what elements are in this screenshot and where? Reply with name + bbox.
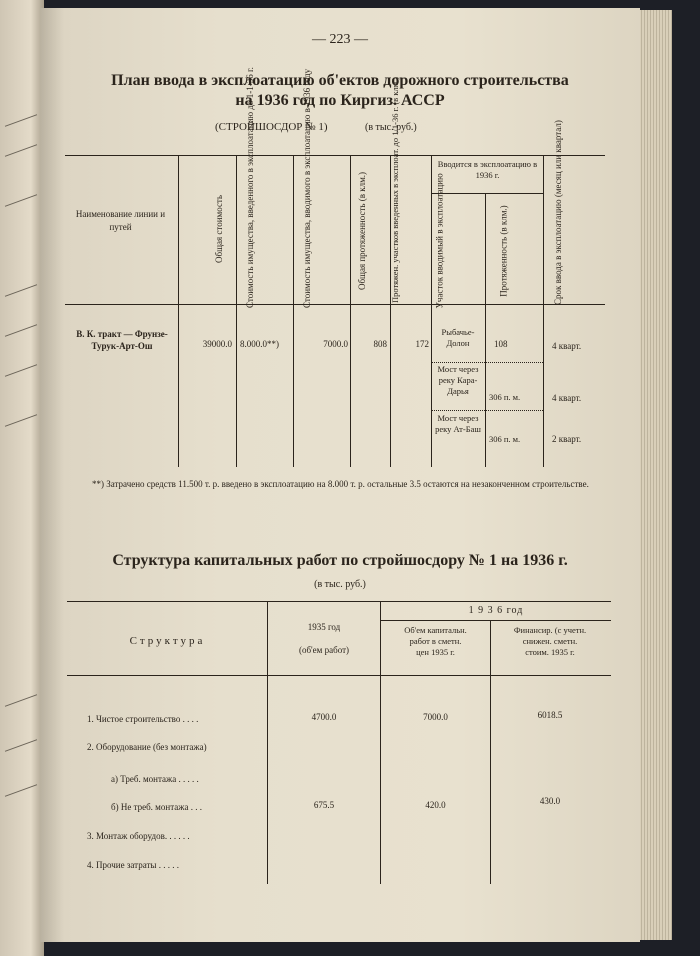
t2-row-label-6: 4. Прочие затраты . . . . .: [87, 860, 179, 870]
t1-length-2: 306 п. м.: [489, 392, 521, 402]
t2-row-label-4: б) Не треб. монтажа . . .: [111, 802, 202, 812]
t2-header-structure: Структура: [129, 635, 206, 647]
t1-header-name: Наименование линии и путей: [75, 209, 166, 232]
t2-row-fin-1: 6018.5: [537, 710, 563, 720]
page-stack-edge: [636, 10, 672, 940]
t1-header-cost-1936: Стоимость имущества, вводимого в эксплоатацию в 1936 году: [302, 68, 312, 308]
left-page-edge: [0, 0, 44, 956]
t1-section-3: Мост через реку Ат-Баш: [435, 413, 481, 434]
t1-header-cost-before: Стоимость имущества, введенного в эксплоатацию до 1-1-36 г.: [245, 67, 255, 308]
t1-row-name: В. К. тракт — Фрунзе-Турук-Арт-Ош: [76, 329, 168, 351]
page-number: — 223 —: [312, 32, 368, 47]
t2-header-1935-l2: (об'ем работ): [298, 645, 350, 655]
table1-title-line1: План ввода в эксплоатацию об'ектов дорожного строительства: [111, 72, 569, 89]
t2-row-label-3: а) Треб. монтажа . . . . .: [111, 774, 199, 784]
t2-row-vol-4: 420.0: [425, 800, 446, 810]
t1-header-total-length: Общая протяженность (в клм.): [357, 171, 367, 291]
t2-row-1935-4: 675.5: [313, 800, 335, 810]
t1-term-2: 4 кварт.: [552, 393, 582, 403]
t1-length-1: 108: [494, 339, 508, 349]
t2-header-fin-l1: Финансир. (с учетн.: [513, 625, 587, 635]
t1-header-group-1936: Вводится в эксплоатацию в 1936 г.: [437, 159, 538, 180]
table2-title: Структура капитальных работ по стройшосдору № 1 на 1936 г.: [112, 552, 568, 569]
t1-row-total-cost: 39000.0: [202, 339, 232, 349]
t2-header-fin-l3: стоим. 1935 г.: [525, 647, 575, 657]
table2-units: (в тыс. руб.): [314, 579, 366, 590]
table1-units: (в тыс. руб.): [365, 122, 417, 133]
t2-row-fin-4: 430.0: [539, 796, 561, 806]
t2-row-label-2: 2. Оборудование (без монтажа): [87, 742, 207, 752]
t1-row-cost-1936: 7000.0: [323, 339, 348, 349]
t1-header-section: Участок вводимый в эксплоатацию: [434, 173, 445, 309]
t2-row-label-1: 1. Чистое строительство . . . .: [87, 714, 199, 724]
t1-header-length: Протяженность (в клм.): [498, 205, 509, 297]
book-page: [40, 8, 640, 942]
t1-row-length-before: 172: [415, 339, 429, 349]
t1-length-3: 306 п. м.: [489, 434, 521, 444]
t1-term-1: 4 кварт.: [552, 341, 582, 351]
t2-row-1935-1: 4700.0: [311, 712, 337, 722]
t1-row-total-length: 808: [373, 339, 387, 349]
t2-row-label-5: 3. Монтаж оборудов. . . . . .: [87, 831, 190, 841]
t2-header-1935-l1: 1935 год: [307, 622, 341, 632]
t2-row-vol-1: 7000.0: [423, 712, 448, 722]
t1-footnote: **) Затрачено средств 11.500 т. р. введено в эксплоатацию на 8.000 т. р. остальные 3.5 остаются на незаконченном строительстве.: [92, 479, 589, 489]
t2-header-vol-l2: работ в сметн.: [409, 636, 462, 646]
t1-term-3: 2 кварт.: [552, 434, 582, 444]
table1-subtitle: (СТРОЙШОСДОР № 1): [215, 121, 328, 133]
t1-header-length-before: Протяжен. участков введенных в эксплоат. до 1/1-36 г. (в клм.): [390, 76, 400, 303]
t1-header-term: Срок ввода в эксплоатацию (месяц или квартал): [553, 120, 563, 305]
t1-header-total-cost: Общая стоимость: [214, 195, 224, 263]
t1-row-cost-before: 8.000.0**): [240, 339, 279, 349]
t2-header-vol-l1: Об'ем капитальн.: [404, 625, 467, 635]
t2-header-vol-l3: цен 1935 г.: [416, 647, 455, 657]
t1-section-1: Рыбачье-Долон: [441, 327, 475, 348]
t2-header-fin-l2: снижен. сметн.: [522, 636, 578, 646]
t1-section-2: Мост через реку Кара-Дарья: [437, 364, 479, 396]
table1-title-line2: на 1936 год по Киргиз. АССР: [235, 92, 445, 109]
t2-header-group: 1 9 3 6 год: [468, 605, 524, 616]
